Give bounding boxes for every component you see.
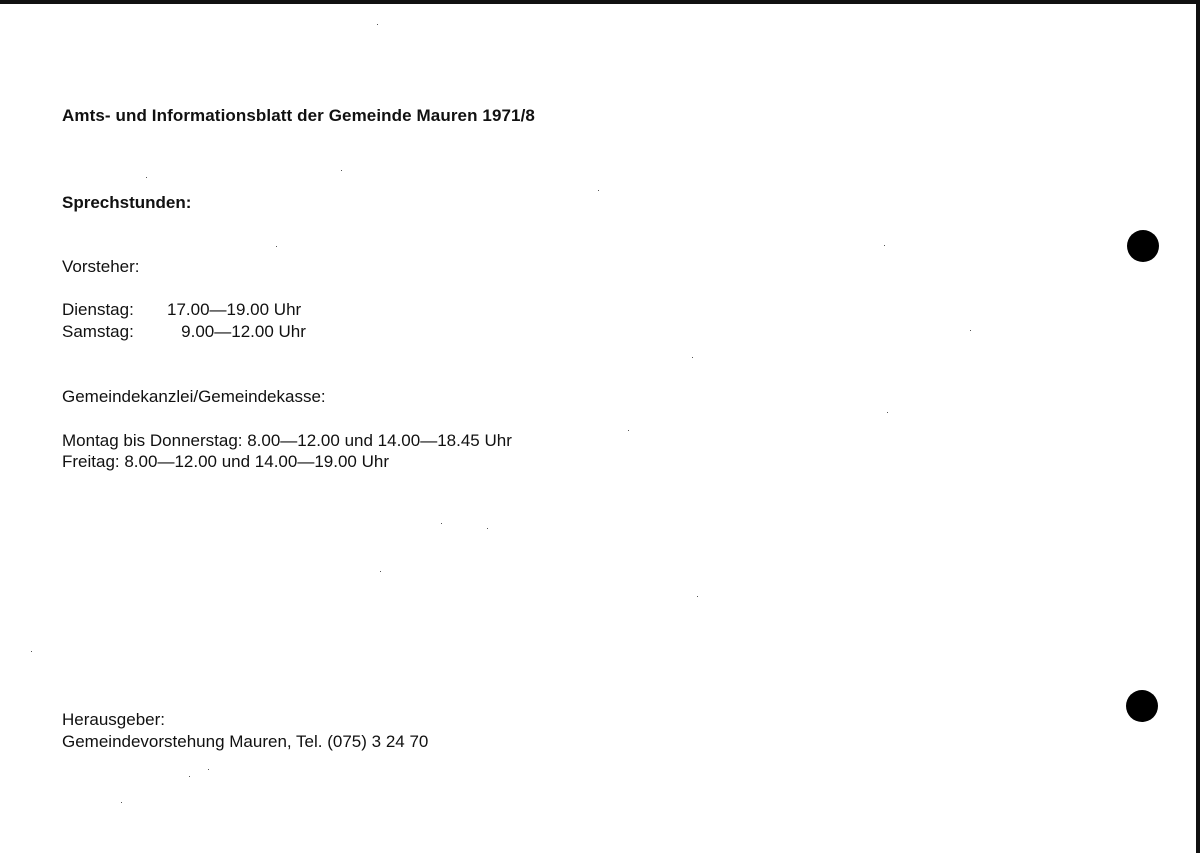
scan-speck <box>487 528 488 529</box>
document-title: Amts- und Informationsblatt der Gemeinde Mauren 1971/8 <box>62 106 535 125</box>
schedule-time: 17.00—19.00 Uhr <box>167 300 302 319</box>
scan-speck <box>377 24 378 25</box>
punch-hole <box>1127 230 1159 262</box>
scan-speck <box>692 357 693 358</box>
schedule-time: 9.00—12.00 Uhr <box>167 322 306 341</box>
vorsteher-label: Vorsteher: <box>62 257 140 276</box>
scan-speck <box>441 523 442 524</box>
scan-speck <box>341 170 342 171</box>
kanzlei-hours-line: Montag bis Donnerstag: 8.00—12.00 und 14.00—18.45 Uhr <box>62 431 512 450</box>
scan-speck <box>208 769 209 770</box>
scan-speck <box>970 330 971 331</box>
schedule-day: Samstag: <box>62 322 134 341</box>
scan-speck <box>884 245 885 246</box>
scan-speck <box>31 651 32 652</box>
scan-speck <box>887 412 888 413</box>
scan-speck <box>697 596 698 597</box>
kanzlei-label: Gemeindekanzlei/Gemeindekasse: <box>62 387 326 406</box>
schedule-day: Dienstag: <box>62 300 134 319</box>
scan-speck <box>598 190 599 191</box>
schedule-row-samstag <box>62 322 306 342</box>
scan-speck <box>189 776 190 777</box>
schedule-row-dienstag <box>62 300 301 320</box>
office-hours-heading: Sprechstunden: <box>62 193 192 212</box>
kanzlei-hours-line: Freitag: 8.00—12.00 und 14.00—19.00 Uhr <box>62 452 389 471</box>
scan-speck <box>380 571 381 572</box>
herausgeber-text: Gemeindevorstehung Mauren, Tel. (075) 3 24 70 <box>62 732 429 751</box>
scan-speck <box>276 246 277 247</box>
scan-speck <box>628 430 629 431</box>
punch-hole <box>1126 690 1158 722</box>
scan-speck <box>121 802 122 803</box>
scan-speck <box>146 177 147 178</box>
herausgeber-label: Herausgeber: <box>62 710 166 729</box>
